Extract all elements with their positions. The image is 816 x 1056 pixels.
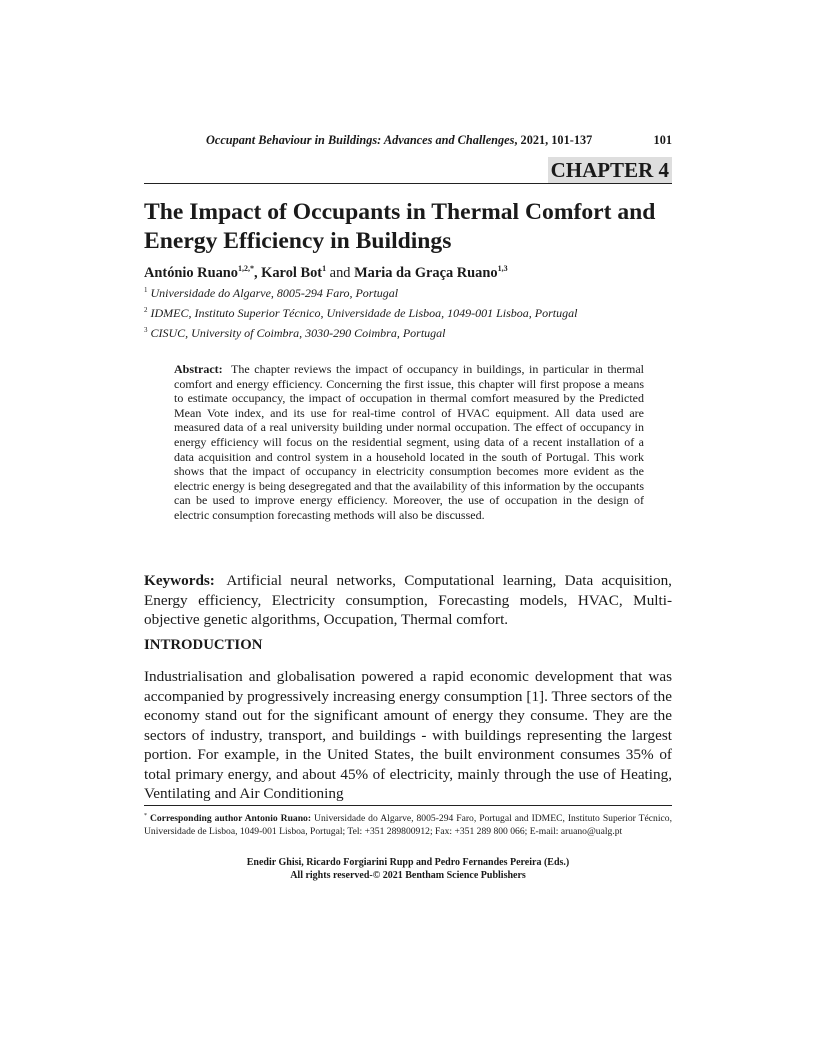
chapter-title: The Impact of Occupants in Thermal Comfort and Energy Efficiency in Buildings [144,199,656,254]
author-name: António Ruano [144,264,238,281]
author-list [144,264,508,282]
author-affiliation-mark: 1 [322,264,327,273]
affiliation [144,306,577,321]
author-separator: , [253,264,262,281]
affiliation-mark: 1 [144,286,148,294]
affiliation-text: Universidade do Algarve, 8005-294 Faro, Portugal [150,286,399,300]
footnote-text: Universidade do Algarve, 8005-294 Faro, Portugal and IDMEC, Instituto Superior Técnico, Universidade de Lisboa, 1049-001 Lisboa, Portugal; Tel: +351 289800912; Fax: +351 289 800 066; E-mail: aruano@ualg.pt [144,813,672,837]
page-number: 101 [653,133,672,147]
keywords [144,571,672,630]
author-name: Maria da Graça Ruano [354,264,498,281]
footnote-mark: * [144,813,147,819]
footer-rights: All rights reserved-© 2021 Bentham Science Publishers [290,869,526,881]
abstract-text: The chapter reviews the impact of occupancy in buildings, in particular in thermal comfort and energy efficiency. Concerning the first issue, this chapter will first propose a means to estimate occupancy, the impact of occupation in thermal comfort measured by the Predicted Mean Vote index, and its use for real-time control of HVAC equipment. All data used are measured data of a real university building under normal occupation. The effect of occupancy in energy efficiency will focus on the residential segment, using data of a recent installation of a data acquisition and control system in a household located in the south of Portugal. This work shows that the impact of occupancy in electricity consumption becomes more evident as the electric energy is being desegregated and that the availability of this information by the occupants can be used to improve energy efficiency. Moreover, the use of occupation in the design of electric consumption forecasting methods will also be discussed. [174,362,644,522]
author-affiliation-mark: 1,3 [497,264,508,273]
author-name: Karol Bot [261,264,323,281]
affiliation-text: CISUC, University of Coimbra, 3030-290 Coimbra, Portugal [150,326,446,340]
abstract-label: Abstract: [174,362,223,376]
footnote-rule [144,805,672,806]
chapter-label: CHAPTER 4 [548,157,672,183]
journal-year-pages: , 2021, 101-137 [514,133,593,147]
header-rule [144,183,672,184]
author-separator: and [326,264,355,281]
keywords-text: Artificial neural networks, Computational learning, Data acquisition, Energy efficiency, Electricity consumption, Forecasting models, HVAC, Multi-objective genetic algorithms, Occupation, Thermal comfort. [144,572,672,628]
running-head [206,133,672,148]
affiliation-mark: 3 [144,326,148,334]
affiliation [144,326,446,341]
footnote [144,810,672,838]
author-affiliation-mark: 1,2,* [237,264,254,273]
footnote-label: Corresponding author Antonio Ruano: [149,813,312,825]
body-paragraph: Industrialisation and globalisation powered a rapid economic development that was accompanied by progressively increasing energy consumption [1]. Three sectors of the economy stand out for the significant amount of energy they consume. They are the sectors of industry, transport, and buildings - with buildings representing the largest portion. For example, in the United States, the built environment consumes 35% of total primary energy, and about 45% of electricity, mainly through the use of Heating, Ventilating and Air Conditioning [144,668,672,802]
abstract [174,362,644,523]
page-footer [144,857,672,882]
keywords-label: Keywords: [144,572,215,589]
affiliation-mark: 2 [144,306,148,314]
footer-editors: Enedir Ghisi, Ricardo Forgiarini Rupp and Pedro Fernandes Pereira (Eds.) [246,857,570,868]
journal-title: Occupant Behaviour in Buildings: Advances and Challenges [206,133,515,147]
section-heading: INTRODUCTION [144,637,263,653]
affiliation-text: IDMEC, Instituto Superior Técnico, Universidade de Lisboa, 1049-001 Lisboa, Portugal [150,306,578,320]
affiliation [144,286,398,301]
